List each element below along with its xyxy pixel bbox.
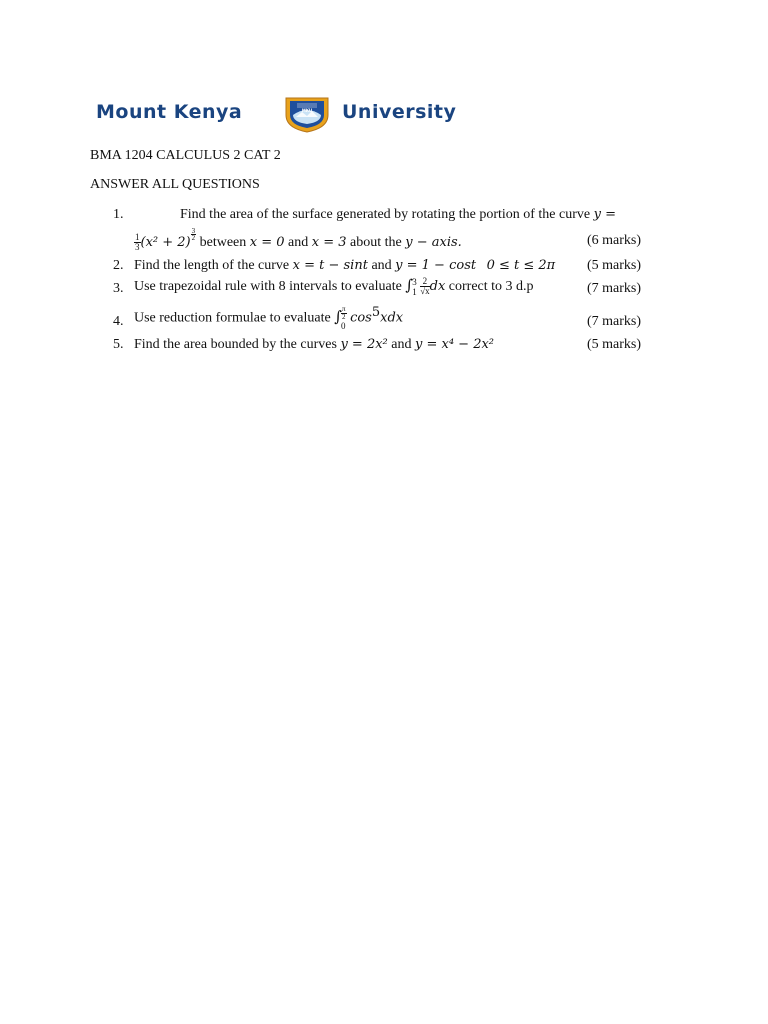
question-3-text: Use trapezoidal rule with 8 intervals to evaluate ∫ 3 1 $\frac{2}{√x}$ dx correct to 3 d.p [134, 276, 534, 297]
question-3-limits: 3 1 [412, 276, 417, 297]
integral-sign: ∫ [334, 307, 343, 326]
question-5-marks: (5 marks) [587, 337, 642, 352]
question-5-text: Find the area bounded by the curves y = 2x² and y = x⁴ − 2x² [134, 337, 495, 352]
question-1-number: 1. [113, 207, 124, 222]
question-1-exponent: $\frac{3}{2}$ [191, 227, 196, 242]
question-3-integrand: $\frac{2}{√x}$ [420, 276, 430, 297]
question-2-text: Find the length of the curve x = t − sint and y = 1 − cost 0 ≤ t ≤ 2π [134, 258, 556, 273]
question-1-fraction: $\frac{1}{3}$ [135, 232, 140, 253]
university-logo [96, 95, 496, 135]
crest-icon [282, 95, 332, 133]
logo-text-right: University [342, 101, 457, 123]
question-4-number: 4. [113, 314, 124, 329]
course-title: BMA 1204 CALCULUS 2 CAT 2 [90, 148, 281, 163]
question-3-marks: (7 marks) [587, 281, 642, 296]
question-2-marks: (5 marks) [587, 258, 642, 273]
question-1-expression: (x² + 2) [140, 235, 191, 250]
question-3-number: 3. [113, 281, 124, 296]
crest-label: MKU [301, 108, 313, 113]
question-1-curve-lhs: y = [593, 207, 616, 222]
logo-text-left: Mount Kenya [96, 101, 243, 123]
question-2-number: 2. [113, 258, 124, 273]
question-1-text-line2: $\frac{1}{3}$ (x² + 2) $\frac{3}{2}$ between x = 0 and x = 3 about the y − axis. [135, 227, 462, 253]
question-1-marks: (6 marks) [587, 233, 642, 248]
question-4-limits: π 2 0 [341, 304, 346, 331]
question-5-number: 5. [113, 337, 124, 352]
question-4-text: Use reduction formulae to evaluate ∫ π 2 0 $\cos^5xdx$ [134, 304, 404, 331]
integral-sign: ∫ [405, 276, 414, 294]
instructions: ANSWER ALL QUESTIONS [90, 177, 260, 192]
question-1-prompt: Find the area of the surface generated by rotating the portion of the curve [180, 207, 591, 222]
question-1-text-line1 [180, 207, 616, 223]
question-4-marks: (7 marks) [587, 314, 642, 329]
